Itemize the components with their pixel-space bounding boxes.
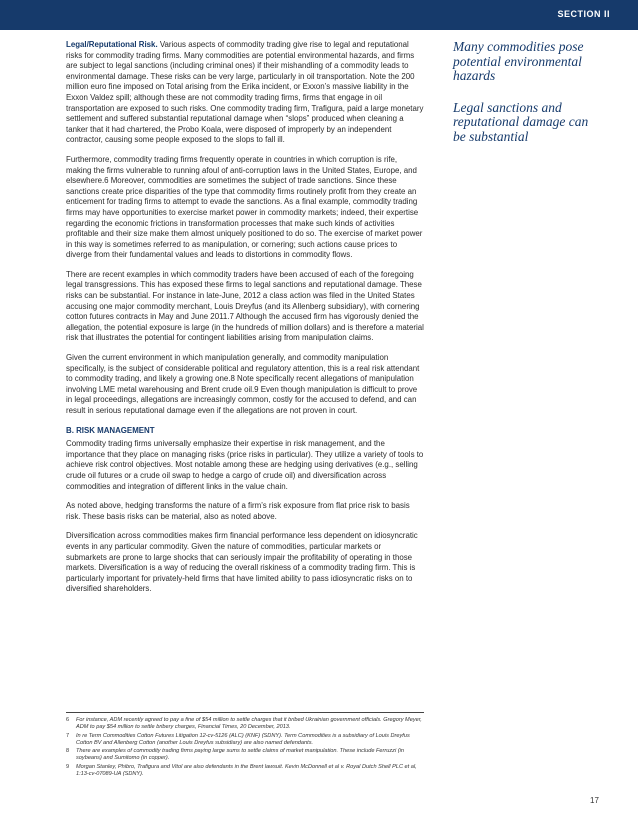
- section-heading-risk-management: B. RISK MANAGEMENT: [66, 425, 155, 435]
- pull-quote: Legal sanctions and reputational damage can be substantial: [453, 99, 589, 144]
- paragraph-manipulation: Given the current environment in which manipulation generally, and commodity manipulation specifically, is the subject of considerable political and regulatory attention, this is a real risk attendant to commodity trading, and likely a growing one.8 Note specifically recent allegations of manipulation involving LME metal warehousing and Brent crude oil.9 Even though manipulation is difficult to prove in legal proceedings, allegations are increasingly common, costly for the accused to defend, and can result in serious reputational damage even if the allegations are not proven in court.: [66, 353, 420, 415]
- paragraph-risk-management: Commodity trading firms universally emphasize their expertise in risk management, and the importance that they place on managing risks (price risks in particular). They utilize a variety of tools to achieve risk control objectives. Most notable among these are hedging using derivatives (e.g., selling crude oil futures or a crude oil swap to hedge a cargo of crude oil) and diversification across commodities and integration of different links in the value chain.: [66, 439, 424, 491]
- footnote-text: For instance, ADM recently agreed to pay a fine of $54 million to settle charges that it bribed Ukrainian government officials. Gregory Meyer, ADM to pay $54 million to settle bribery charges, Financial Times, 20 December, 2013.: [76, 717, 422, 731]
- paragraph-diversification: Diversification across commodities makes firm financial performance less dependent on idiosyncratic events in any particular commodity. Given the nature of commodities, particular markets or submarkets are prone to large shocks that can seriously impair the profitability of operating in those markets. Diversification is a way of reducing the overall riskiness of a commodity trading firm. This is particularly important for privately-held firms that have limited ability to pass idiosyncratic risks on to diversified shareholders.: [66, 531, 418, 594]
- paragraph-text: Various aspects of commodity trading give rise to legal and reputational risks for commodity trading firms. Many commodities are potential environmental hazards, and firms are subject to legal sanctions (including criminal ones) if their mishandling of a commodity leads to environmental damage. These risks can be very large, particularly in oil transportation. Note the 200 million euro fine imposed on Total arising from the Erika incident, or Exxon’s massive liability in the Exxon Valdez spill; although these are not commodity trading firms, firms that engage in oil transportation are exposed to such risks. One commodity trading firm, Trafigura, paid a large monetary settlement and suffered substantial reputational damage when “slops” produced when cleaning a tanker that it had chartered, the Probo Koala, were disposed of improperly by an independent contractor, causing some people exposed to the slops to fall ill.: [66, 40, 424, 145]
- header-bar: [0, 0, 638, 30]
- footnote-number: 9: [66, 763, 70, 770]
- footnote: [66, 748, 424, 763]
- footnote: [66, 733, 424, 748]
- page-number: 17: [590, 796, 599, 805]
- paragraph-examples: There are recent examples in which commodity traders have been accused of each of the foregoing legal transgressions. This has exposed these firms to legal sanctions and reputational damage. These risks can be substantial. For instance in late-June, 2012 a class action was filed in the United States accusing one major commodity merchant, Louis Dreyfus (and its Allenberg subsidiary), with cornering cotton futures contracts in May and June 2011.7 Although the accused firm has vigorously denied the allegation, the potential exposure is large (in the hundreds of million dollars) and is therefore a material risk that illustrates the potential for contingent liabilities arising from manipulation claims.: [66, 269, 424, 343]
- section-label: SECTION II: [557, 9, 610, 19]
- footnote: [66, 764, 424, 779]
- paragraph-corruption: Furthermore, commodity trading firms frequently operate in countries in which corruption is rife, making the firms vulnerable to running afoul of anti-corruption laws in the United States, Europe, and elsewhere.6 Moreover, commodities are sometimes the subject of trade sanctions. Since these sanctions create price disparities of the type that commodity firms routinely profit from they create an enticement for trading firms to attempt to evade the sanctions. As a final example, commodity trading firms may have opportunities to exercise market power in commodity markets; indeed, their expertise regarding the economic frictions in transformation processes that make such kinds of activities profitable and their size make them almost uniquely positioned to do so. The exercise of market power in this way is sometimes referred to as manipulation, or cornering; such actions cause prices to diverge from their fundamental values and leads to distortions in commodity flows.: [66, 154, 423, 260]
- footnote: [66, 717, 424, 732]
- footnote-number: 8: [66, 748, 70, 755]
- footnotes: [66, 712, 424, 779]
- footnote-number: 6: [66, 717, 70, 723]
- footnote-text: Morgan Stanley, Phibro, Trafigura and Vitol are also defendants in the Brent lawsuit. Kevin McDonnell et al v. Royal Dutch Shell PLC et al, 1:13-cv-07089-UA (SDNY).: [76, 763, 417, 778]
- footnote-number: 7: [66, 732, 70, 739]
- paragraph-lead: Legal/Reputational Risk.: [66, 40, 158, 49]
- main-column: [66, 40, 424, 604]
- paragraph-legal-risk: [66, 40, 424, 146]
- paragraph-hedging: As noted above, hedging transforms the nature of a firm’s risk exposure from flat price risk to basis risk. These basis risks can be material, also as noted above.: [66, 501, 410, 521]
- pull-quote: Many commodities pose potential environmental hazards: [453, 39, 584, 83]
- footnote-text: There are examples of commodity trading firms paying large sums to settle claims of market manipulation. These include Ferruzzi (in soybeans) and Sumitomo (in copper).: [76, 748, 404, 762]
- sidebar-pull-quotes: [453, 40, 593, 161]
- footnote-text: In re Term Commodities Cotton Futures Litigation 12-cv-5126 (ALC) (KNF) (SDNY). Term Commodities is a subsidiary of Louis Dreyfus Cotton BV and Allenberg Cotton (another Louis Dreyfus subsidiary) are also named defendants.: [76, 732, 410, 746]
